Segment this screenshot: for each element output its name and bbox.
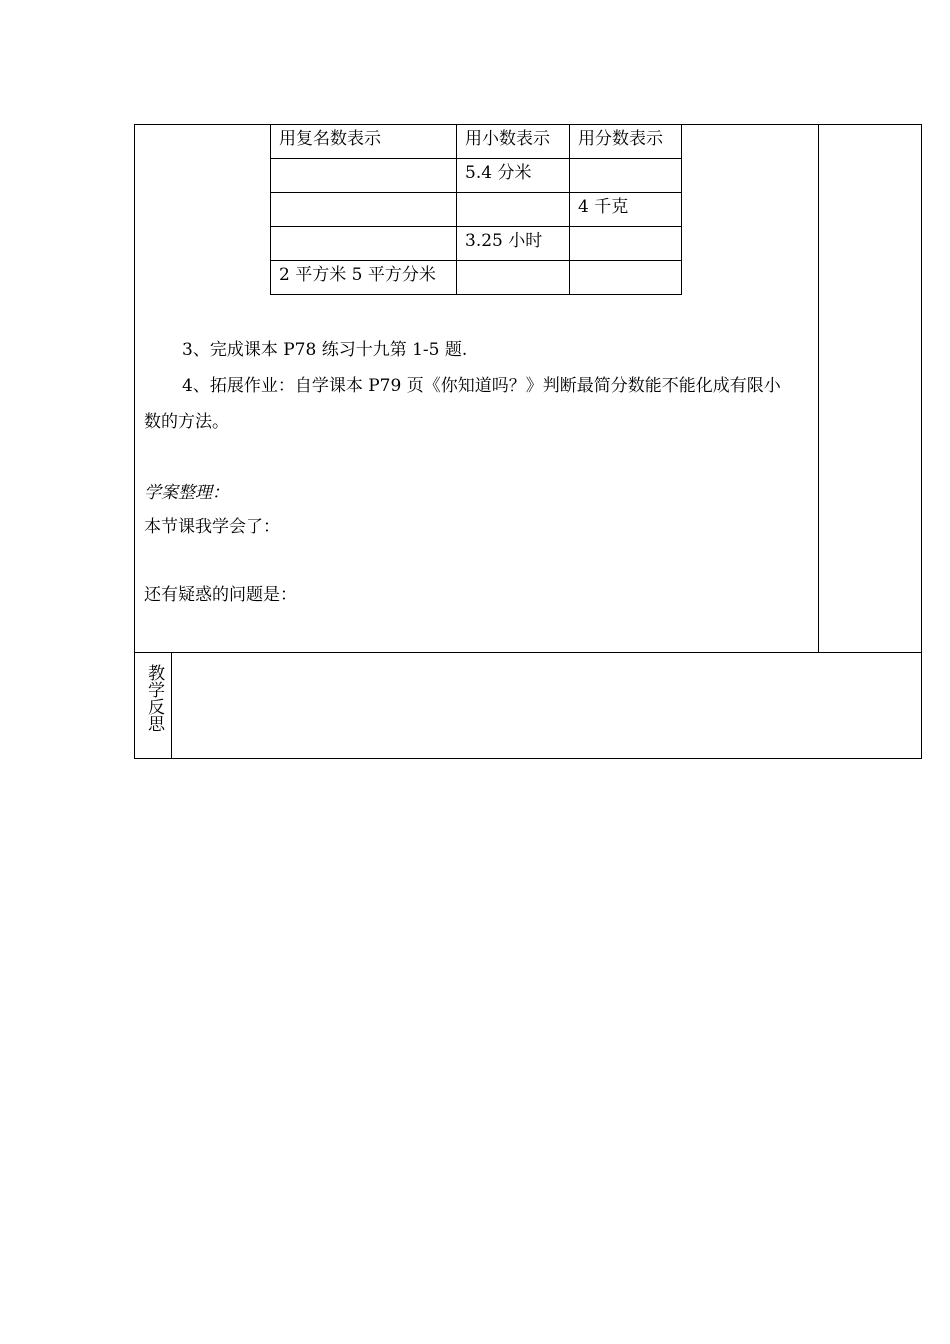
header-decimal: 用小数表示 (457, 125, 570, 159)
table-cell (271, 159, 457, 193)
learned-prompt: 本节课我学会了： (144, 517, 280, 537)
summary-title: 学案整理： (144, 483, 229, 503)
exercise-item-4-line1: 4、拓展作业：自学课本 P79 页《你知道吗？》判断最简分数能不能化成有限小 (182, 376, 781, 396)
table-row (271, 159, 682, 193)
table-cell: 5.4 分米 (457, 159, 570, 193)
table-header-row (271, 125, 682, 159)
table-cell: 2 平方米 5 平方分米 (271, 261, 457, 295)
exercise-item-3: 3、完成课本 P78 练习十九第 1-5 题. (182, 340, 468, 360)
header-compound: 用复名数表示 (271, 125, 457, 159)
table-cell (570, 159, 682, 193)
table-cell (271, 193, 457, 227)
header-fraction: 用分数表示 (570, 125, 682, 159)
table-row (271, 261, 682, 295)
table-cell (570, 227, 682, 261)
table-cell (457, 261, 570, 295)
table-cell: 3.25 小时 (457, 227, 570, 261)
conversion-table (270, 124, 682, 295)
exercise-item-4-line2: 数的方法。 (144, 412, 229, 432)
table-row (271, 227, 682, 261)
table-cell: 4 千克 (570, 193, 682, 227)
table-cell (570, 261, 682, 295)
table-cell (271, 227, 457, 261)
table-row (271, 193, 682, 227)
reflection-content-area[interactable] (172, 653, 920, 758)
table-cell (457, 193, 570, 227)
reflection-label: 教学反思 (144, 664, 164, 732)
questions-prompt: 还有疑惑的问题是： (144, 585, 297, 605)
